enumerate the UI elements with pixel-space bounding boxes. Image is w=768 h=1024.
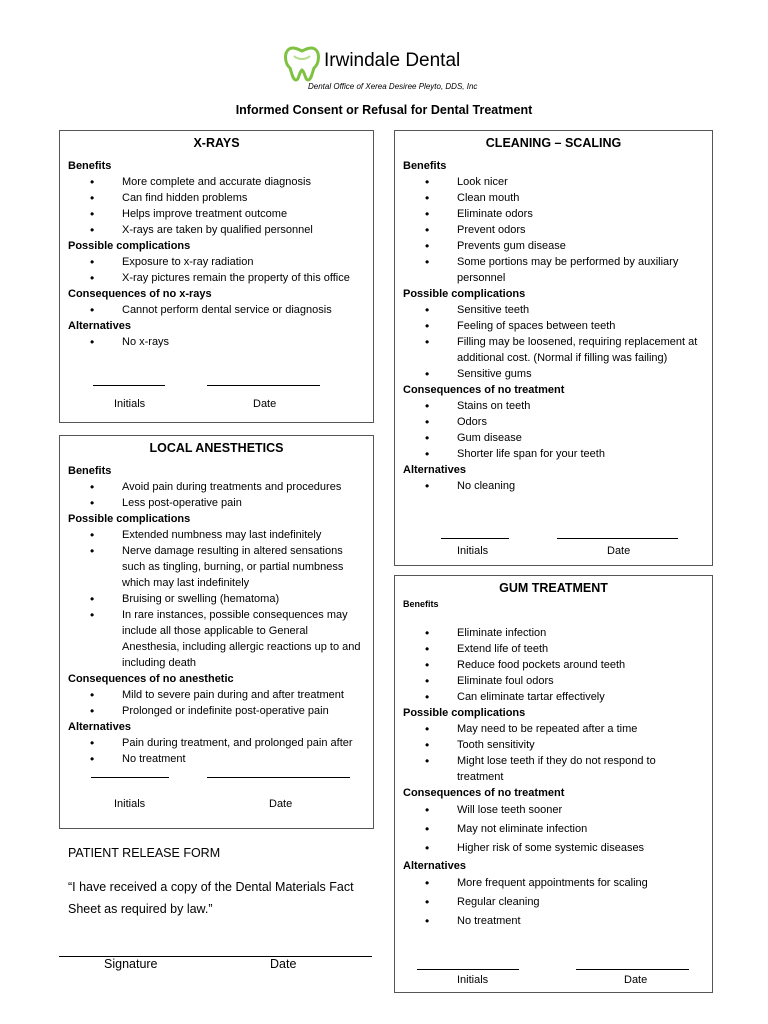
list-item: • Extend life of teeth [403,641,704,657]
xrays-complications-list [68,254,365,286]
anesthetics-alternatives-heading: Alternatives [68,721,131,733]
anesthetics-initials-line[interactable] [91,777,169,778]
xrays-alternatives-list [68,334,365,350]
release-date-label: Date [270,957,297,971]
gum-box [394,575,713,993]
gum-benefits-list [403,625,704,705]
document-title: Informed Consent or Refusal for Dental Treatment [235,103,533,117]
list-item: • No cleaning [403,478,704,494]
list-item: • Reduce food pockets around teeth [403,657,704,673]
cleaning-date-line[interactable] [557,538,678,539]
cleaning-box [394,130,713,566]
cleaning-title: CLEANING – SCALING [485,136,622,150]
list-item: • Exposure to x-ray radiation [68,254,365,270]
list-item: • Helps improve treatment outcome [68,206,365,222]
tooth-logo-icon [282,44,322,84]
gum-benefits-heading: Benefits [403,599,439,609]
list-item: • Sensitive teeth [403,302,704,318]
list-item: • Shorter life span for your teeth [403,446,704,462]
anesthetics-benefits-list [68,479,365,511]
cleaning-benefits-list [403,174,704,286]
list-item: • No treatment [68,751,365,767]
list-item: • Nerve damage resulting in altered sensations such as tingling, burning, or partial numbness which may last indefinitely [68,543,365,591]
xrays-benefits-list [68,174,365,238]
xrays-alternatives-heading: Alternatives [68,320,131,332]
list-item: • Eliminate odors [403,206,704,222]
list-item: • May not eliminate infection [403,820,704,839]
list-item: • Sensitive gums [403,366,704,382]
list-item: • May need to be repeated after a time [403,721,704,737]
anesthetics-consequences-list [68,687,365,719]
cleaning-initials-label: Initials [457,545,489,557]
list-item: • Stains on teeth [403,398,704,414]
xrays-box [59,130,374,423]
list-item: • Can find hidden problems [68,190,365,206]
anesthetics-complications-list [68,527,365,671]
list-item: • Eliminate infection [403,625,704,641]
xrays-consequences-heading: Consequences of no x-rays [68,288,212,300]
cleaning-consequences-heading: Consequences of no treatment [403,384,565,396]
cleaning-consequences-list [403,398,704,462]
list-item: • More complete and accurate diagnosis [68,174,365,190]
list-item: • X-rays are taken by qualified personnel [68,222,365,238]
cleaning-alternatives-list [403,478,704,494]
list-item: • Can eliminate tartar effectively [403,689,704,705]
xrays-complications-heading: Possible complications [68,240,191,252]
xrays-initials-line[interactable] [93,385,165,386]
gum-initials-line[interactable] [417,969,519,970]
list-item: • Less post-operative pain [68,495,365,511]
anesthetics-box [59,435,374,829]
list-item: • Prevents gum disease [403,238,704,254]
gum-complications-heading: Possible complications [403,707,526,719]
list-item: • Eliminate foul odors [403,673,704,689]
list-item: • Higher risk of some systemic diseases [403,839,704,858]
list-item: • Mild to severe pain during and after treatment [68,687,365,703]
list-item: • Look nicer [403,174,704,190]
gum-alternatives-heading: Alternatives [403,860,466,872]
xrays-title: X-RAYS [193,136,240,150]
list-item: • Filling may be loosened, requiring replacement at additional cost. (Normal if filling was failing) [403,334,704,366]
cleaning-date-label: Date [607,545,631,557]
anesthetics-title: LOCAL ANESTHETICS [149,441,284,455]
anesthetics-date-label: Date [269,798,293,810]
cleaning-benefits-heading: Benefits [403,160,447,172]
signature-label: Signature [104,957,158,971]
list-item: • Regular cleaning [403,893,704,912]
list-item: • Some portions may be performed by auxiliary personnel [403,254,704,286]
logo-name: Irwindale Dental [324,50,461,71]
list-item: • Gum disease [403,430,704,446]
list-item: • No treatment [403,912,704,931]
list-item: • Bruising or swelling (hematoma) [68,591,365,607]
list-item: • In rare instances, possible consequences may include all those applicable to General Anesthesia, including allergic reactions up to and including death [68,607,365,671]
xrays-date-line[interactable] [207,385,320,386]
cleaning-alternatives-heading: Alternatives [403,464,466,476]
xrays-date-label: Date [253,398,277,410]
list-item: • Odors [403,414,704,430]
list-item: • Might lose teeth if they do not respond to treatment [403,753,704,785]
list-item: • Extended numbness may last indefinitely [68,527,365,543]
cleaning-complications-list [403,302,704,382]
logo [282,44,322,84]
list-item: • Tooth sensitivity [403,737,704,753]
gum-date-label: Date [624,974,648,986]
gum-date-line[interactable] [576,969,689,970]
gum-title: GUM TREATMENT [499,581,608,595]
gum-consequences-list [403,801,704,858]
list-item: • Will lose teeth sooner [403,801,704,820]
list-item: • Clean mouth [403,190,704,206]
gum-consequences-heading: Consequences of no treatment [403,787,565,799]
list-item: • No x-rays [68,334,365,350]
list-item: • More frequent appointments for scaling [403,874,704,893]
release-quote: “I have received a copy of the Dental Materials Fact Sheet as required by law.” [68,880,354,916]
anesthetics-alternatives-list [68,735,365,767]
list-item: • Avoid pain during treatments and procedures [68,479,365,495]
anesthetics-date-line[interactable] [207,777,350,778]
gum-complications-list [403,721,704,785]
list-item: • Prevent odors [403,222,704,238]
anesthetics-initials-label: Initials [114,798,146,810]
anesthetics-complications-heading: Possible complications [68,513,191,525]
cleaning-initials-line[interactable] [441,538,509,539]
list-item: • X-ray pictures remain the property of this office [68,270,365,286]
logo-subtitle: Dental Office of Xerea Desiree Pleyto, DDS, Inc [308,82,478,91]
anesthetics-benefits-heading: Benefits [68,465,112,477]
list-item: • Pain during treatment, and prolonged pain after [68,735,365,751]
xrays-benefits-heading: Benefits [68,160,112,172]
list-item: • Feeling of spaces between teeth [403,318,704,334]
xrays-initials-label: Initials [114,398,146,410]
release-title: PATIENT RELEASE FORM [68,846,221,860]
gum-alternatives-list [403,874,704,931]
xrays-consequences-list [68,302,365,318]
list-item: • Cannot perform dental service or diagnosis [68,302,365,318]
cleaning-complications-heading: Possible complications [403,288,526,300]
anesthetics-consequences-heading: Consequences of no anesthetic [68,673,234,685]
gum-initials-label: Initials [457,974,489,986]
list-item: • Prolonged or indefinite post-operative pain [68,703,365,719]
